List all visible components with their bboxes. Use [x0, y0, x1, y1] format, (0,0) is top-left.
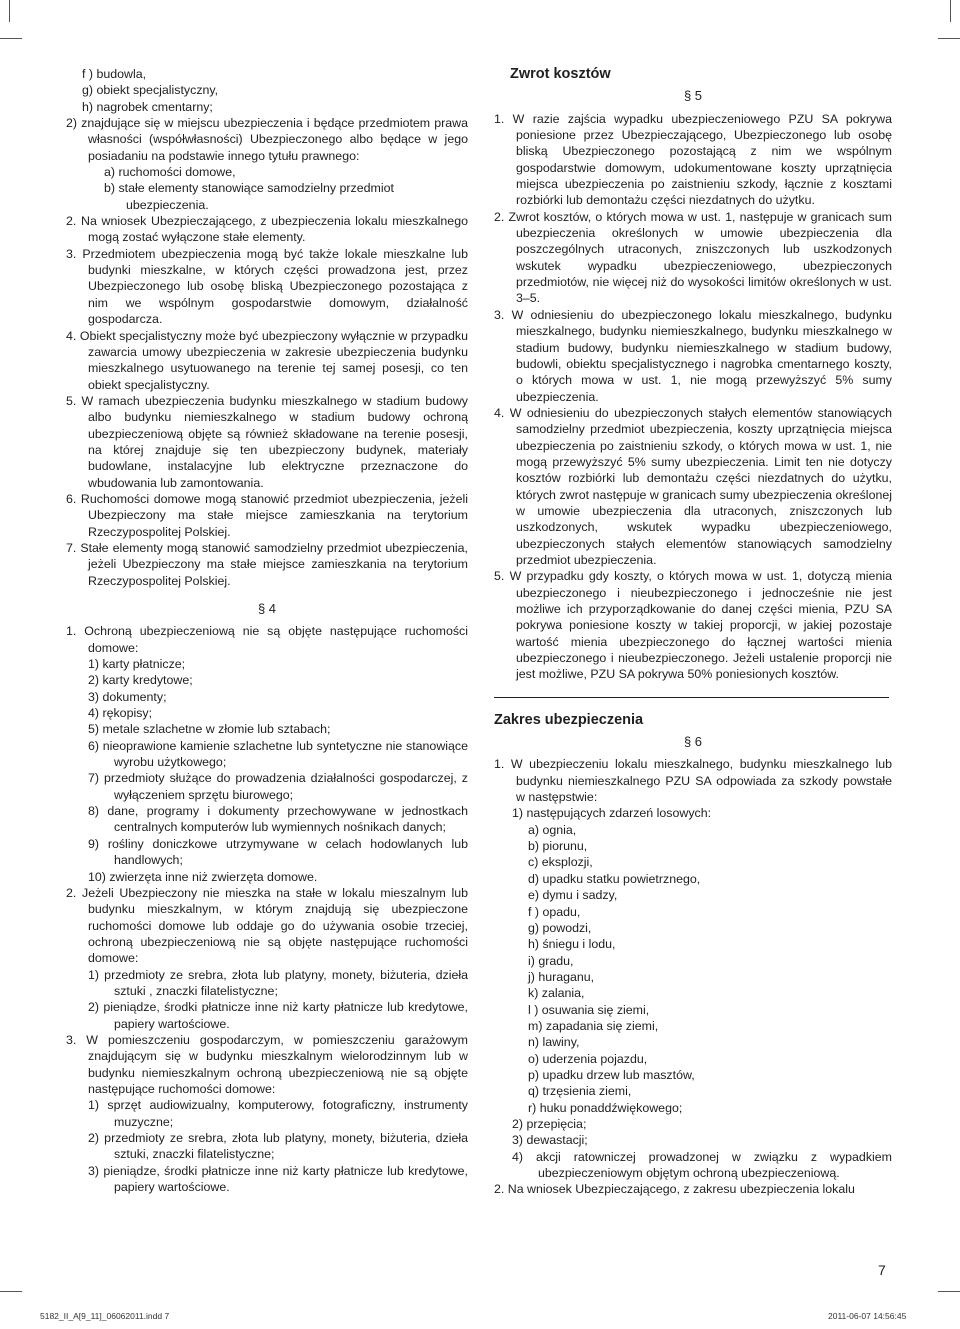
- list-item: 9) rośliny doniczkowe utrzymywane w celach hodowlanych lub handlowych;: [88, 836, 468, 868]
- left-column: [66, 66, 468, 1195]
- list-item: 8) dane, programy i dokumenty przechowywane w jednostkach centralnych komputerów lub wymiennych nośnikach danych;: [88, 804, 468, 835]
- section-divider: [494, 697, 889, 698]
- list-item: m) zapadania się ziemi,: [528, 1018, 659, 1033]
- list-item: 2) przepięcia;: [512, 1116, 587, 1131]
- event-list: [494, 822, 892, 1116]
- list-item: 1) sprzęt audiowizualny, komputerowy, fotograficzny, instrumenty muzyczne;: [88, 1098, 468, 1129]
- paragraph-5-heading: § 5: [683, 88, 703, 104]
- list-item: h) śniegu i lodu,: [528, 937, 616, 952]
- crop-mark: [938, 38, 960, 39]
- list-item: f ) budowla,: [82, 67, 147, 81]
- list-item: 6) nieoprawione kamienie szlachetne lub syntetyczne nie stanowiące wyrobu użytkowego;: [88, 738, 468, 770]
- point-3: 3. Przedmiotem ubezpieczenia mogą być także lokale mieszkalne lub budynki mieszkalne, w których części prowadzona jest, przez Ubezpieczonego lub osobę bliską Ubezpieczonego pozostająca z nim we wspólnym gospodarstwie domowym, działalność gospodarcza.: [66, 246, 468, 327]
- list-item: 2) przedmioty ze srebra, złota lub platyny, monety, biżuteria, dzieła sztuki, znaczki filatelistyczne;: [88, 1131, 468, 1162]
- list-item: b) stałe elementy stanowiące samodzielny przedmiot ubezpieczenia.: [104, 181, 394, 212]
- list-item: 5) metale szlachetne w złomie lub sztabach;: [88, 722, 331, 737]
- p6-point-2: 2. Na wniosek Ubezpieczającego, z zakresu ubezpieczenia lokalu: [494, 1182, 855, 1197]
- list-item: e) dymu i sadzy,: [528, 888, 618, 903]
- list-item: q) trzęsienia ziemi,: [528, 1084, 632, 1099]
- list-item: o) uderzenia pojazdu,: [528, 1051, 648, 1066]
- crop-mark: [9, 0, 10, 22]
- right-column: [494, 66, 892, 1198]
- point-2: 2. Na wniosek Ubezpieczającego, z ubezpieczenia lokalu mieszkalnego mogą zostać wyłączone stałe elementy.: [66, 214, 468, 245]
- section-title-zwrot-kosztow: Zwrot kosztów: [510, 66, 611, 82]
- list-item: g) obiekt specjalistyczny,: [82, 83, 219, 98]
- list-item: 10) zwierzęta inne niż zwierzęta domowe.: [88, 869, 318, 884]
- point-6: 6. Ruchomości domowe mogą stanowić przedmiot ubezpieczenia, jeżeli Ubezpieczony ma stałe miejsce zamieszkania na terytorium Rzeczypospolitej Polskiej.: [66, 491, 468, 539]
- list-item: d) upadku statku powietrznego,: [528, 871, 701, 886]
- list-item: j) huraganu,: [528, 969, 595, 984]
- point-7: 7. Stałe elementy mogą stanowić samodzielny przedmiot ubezpieczenia, jeżeli Ubezpieczony ma stałe miejsce zamieszkania na terytorium Rzeczypospolitej Polskiej.: [66, 540, 468, 588]
- paragraph-4-heading: § 4: [257, 601, 277, 616]
- footer-file-name: 5182_II_A[9_11]_06062011.indd 7: [40, 1311, 170, 1321]
- list-item: k) zalania,: [528, 986, 585, 1001]
- list-item: 4) akcji ratowniczej prowadzonej w związku z wypadkiem ubezpieczeniowym objętym ochroną ubezpieczeniową.: [512, 1149, 892, 1180]
- section-title-zakres-ubezpieczenia: Zakres ubezpieczenia: [494, 711, 644, 728]
- list-item: 3) pieniądze, środki płatnicze inne niż karty płatnicze lub kredytowe, papiery wartościowe.: [88, 1163, 468, 1195]
- crop-mark: [950, 0, 951, 22]
- p6-point-1: 1. W ubezpieczeniu lokalu mieszkalnego, budynku mieszkalnego lub budynku niemieszkalnego PZU SA odpowiada za szkody powstałe w następstwie:: [494, 757, 892, 805]
- list-item: b) piorunu,: [528, 839, 588, 854]
- paragraph-6-heading: § 6: [683, 734, 703, 750]
- list-item: r) huku ponaddźwiękowego;: [528, 1100, 683, 1115]
- p4-point-1: 1. Ochroną ubezpieczeniową nie są objęte następujące ruchomości domowe:: [66, 624, 468, 655]
- p5-point-4: 4. W odniesieniu do ubezpieczonych stałych elementów stanowiących samodzielny przedmiot ubezpieczenia, koszty uprzątnięcia miejsca ubezpieczenia po zaistnieniu szkody, o których mowa w ust. 1, nie mogą przewyższyć 5% sumy ubezpieczenia. Limit ten nie dotyczy kosztów rozbiórki lub demontażu części niezdatnych do użytku, których zwrot następuje w granicach sumy ubezpieczenia określonej w umowie ubezpieczenia dla utraconych, zniszczonych lub uszkodzonych, wskutek wypadku ubezpieczeniowego, ubezpieczonych stałych elementów stanowiących samodzielny przedmiot ubezpieczenia.: [494, 405, 892, 567]
- list-item: 2) pieniądze, środki płatnicze inne niż karty płatnicze lub kredytowe, papiery wartościowe.: [88, 1000, 468, 1031]
- crop-mark: [938, 1291, 960, 1292]
- list-item: g) powodzi,: [528, 920, 592, 935]
- list-item: p) upadku drzew lub masztów,: [528, 1067, 695, 1082]
- page-number: 7: [878, 1262, 886, 1278]
- list-item: 7) przedmioty służące do prowadzenia działalności gospodarczej, z wyłączeniem sprzętu biurowego;: [88, 771, 468, 802]
- list-item: c) eksplozji,: [528, 855, 593, 870]
- p5-point-2: 2. Zwrot kosztów, o których mowa w ust. 1, następuje w granicach sum ubezpieczenia określonych w umowie ubezpieczenia dla poszczególnych utraconych, zniszczonych lub uszkodzonych wskutek wypadku ubezpieczeniowego, ubezpieczonych przedmiotów, nie więcej niż do wysokości limitów określonych w ust. 3–5.: [494, 209, 892, 306]
- list-item: a) ognia,: [528, 822, 577, 837]
- list-item: 2) karty kredytowe;: [88, 673, 193, 688]
- list-item: n) lawiny,: [528, 1035, 580, 1050]
- list-item: 1) przedmioty ze srebra, złota lub platyny, monety, biżuteria, dzieła sztuki , znaczki filatelistyczne;: [88, 967, 468, 998]
- list-item: 4) rękopisy;: [88, 706, 153, 721]
- crop-mark: [0, 1291, 22, 1292]
- p5-point-5: 5. W przypadku gdy koszty, o których mowa w ust. 1, dotyczą mienia ubezpieczonego i nieubezpieczonego i jednocześnie nie jest możliwe ich przyporządkowanie do danej części mienia, PZU SA pokrywa poniesione koszty w takiej proporcji, w jakiej pozostaje wartość mienia ubezpieczonego do łącznej wartości mienia ubezpieczonego i nieubezpieczonego. Jeżeli ustalenie proporcji nie jest możliwe, PZU SA pokrywa 50% poniesionych kosztów.: [494, 569, 892, 682]
- point-5: 5. W ramach ubezpieczenia budynku mieszkalnego w stadium budowy albo budynku niemieszkalnego w stadium budowy ochroną ubezpieczeniową objęte są również składowane na terenie posesji, na której znajduje się ten ubezpieczony budynek, materiały budowlane, instalacyjne lub elektryczne przeznaczone do wbudowania lub zamontowania.: [66, 393, 468, 490]
- p4-point-3: 3. W pomieszczeniu gospodarczym, w pomieszczeniu garażowym znajdującym się w budynku mieszkalnym wielorodzinnym lub w budynku niemieszkalnym ochroną ubezpieczeniową nie są objęte następujące ruchomości domowe:: [66, 1032, 468, 1096]
- p4-point-2: 2. Jeżeli Ubezpieczony nie mieszka na stałe w lokalu mieszalnym lub budynku mieszkalnym, w którym znajdują się ubezpieczone ruchomości domowe lub oddaje go do używania osobie trzeciej, ochroną ubezpieczeniową nie są objęte następujące ruchomości domowe:: [66, 885, 468, 966]
- list-item: 3) dewastacji;: [512, 1133, 588, 1148]
- footer-timestamp: 2011-06-07 14:56:45: [828, 1311, 907, 1321]
- list-item: i) gradu,: [528, 953, 574, 968]
- list-item: 2) znajdujące się w miejscu ubezpieczenia i będące przedmiotem prawa własności (współwłasności) Ubezpieczonego albo będące w jego posiadaniu na podstawie innego tytułu prawnego:: [66, 116, 468, 163]
- point-4: 4. Obiekt specjalistyczny może być ubezpieczony wyłącznie w przypadku zawarcia umowy ubezpieczenia w zakresie ubezpieczenia budynku mieszkalnego usytuowanego na terenie tej samej posesji, co ten obiekt specjalistyczny.: [66, 328, 468, 392]
- list-item: f ) opadu,: [528, 904, 581, 919]
- list-item: 1) karty płatnicze;: [88, 657, 186, 672]
- list-item: l ) osuwania się ziemi,: [528, 1002, 650, 1017]
- list-item: h) nagrobek cmentarny;: [82, 99, 213, 114]
- list-item: a) ruchomości domowe,: [104, 165, 236, 180]
- list-item: 1) następujących zdarzeń losowych:: [512, 806, 712, 821]
- p5-point-3: 3. W odniesieniu do ubezpieczonego lokalu mieszkalnego, budynku mieszkalnego, budynku niemieszkalnego, budynku mieszkalnego w stadium budowy, budynku niemieszkalnego w stadium budowy, budowli, obiektu specjalistycznego i nagrobka cmentarnego koszty, o których mowa w ust. 1, nie mogą przewyższyć 5% sumy ubezpieczenia.: [494, 307, 892, 404]
- crop-mark: [0, 38, 22, 39]
- p5-point-1: 1. W razie zajścia wypadku ubezpieczeniowego PZU SA pokrywa poniesione przez Ubezpieczającego, Ubezpieczonego lub osobę bliską Ubezpieczonego pozostającą z nim we wspólnym gospodarstwie domowym, udokumentowane koszty uprzątnięcia miejsca ubezpieczenia po zaistnieniu szkody, łącznie z kosztami rozbiórki lub demontażu części niezdatnych do użytku.: [494, 111, 892, 208]
- list-item: 3) dokumenty;: [88, 689, 167, 704]
